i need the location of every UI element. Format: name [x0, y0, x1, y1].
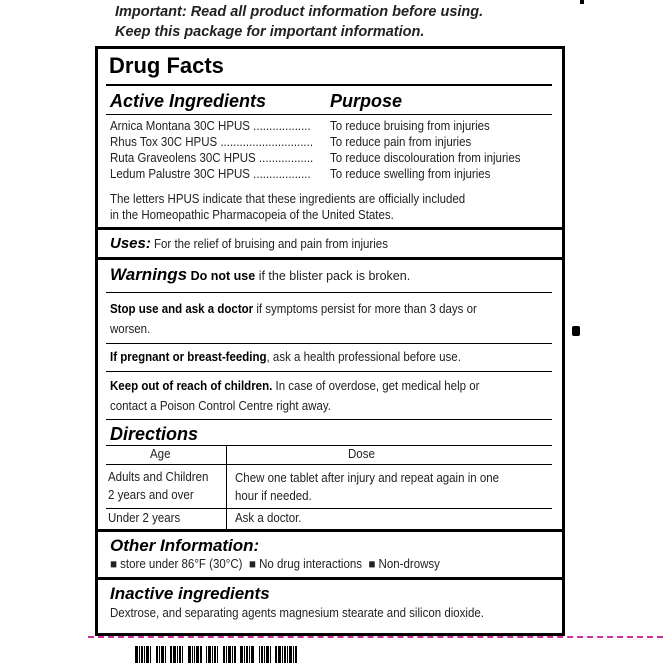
- pregnant-line: [110, 350, 461, 364]
- ingredient-1: Arnica Montana 30C HPUS ..................: [110, 119, 311, 133]
- children-text-2: contact a Poison Control Centre right away.: [110, 399, 331, 413]
- directions-age-2: Under 2 years: [108, 511, 181, 525]
- active-rule: [106, 114, 552, 115]
- stop-use-line: [110, 302, 477, 316]
- warnings-rule-4: [106, 419, 552, 420]
- purpose-2: To reduce pain from injuries: [330, 135, 472, 149]
- bullet-icon: ■: [248, 557, 256, 571]
- directions-age-1a: Adults and Children: [108, 470, 209, 484]
- uses-heading: Uses:: [110, 235, 151, 252]
- section-bar-warnings: [98, 257, 562, 260]
- other-item-3: Non-drowsy: [378, 557, 440, 571]
- stop-use-text: if symptoms persist for more than 3 days or: [256, 302, 477, 316]
- drug-facts-title: Drug Facts: [109, 53, 224, 78]
- other-info-heading: Other Information:: [110, 536, 260, 555]
- warnings-line: [110, 265, 410, 285]
- directions-col-dose: Dose: [348, 447, 375, 461]
- top-note-line-1: Important: Read all product information before using.: [115, 4, 484, 20]
- section-bar-uses: [98, 227, 562, 230]
- directions-col-divider: [226, 445, 227, 529]
- directions-heading: Directions: [110, 424, 199, 444]
- section-bar-other: [98, 529, 562, 532]
- directions-table-top: [106, 445, 552, 446]
- directions-dose-2: Ask a doctor.: [235, 511, 302, 525]
- purpose-heading: Purpose: [330, 91, 403, 111]
- edge-tab-mark: [572, 326, 580, 336]
- barcode: [135, 646, 298, 663]
- top-note: [115, 3, 635, 42]
- bullet-icon: ■: [368, 557, 376, 571]
- stop-use-bold: Stop use and ask a doctor: [110, 302, 254, 316]
- other-item-2: No drug interactions: [259, 557, 362, 571]
- inactive-heading: Inactive ingredients: [110, 584, 270, 603]
- title-rule: [106, 84, 552, 86]
- other-item-1: store under 86°F (30°C): [120, 557, 243, 571]
- do-not-use-text: if the blister pack is broken.: [258, 269, 411, 283]
- uses-text: For the relief of bruising and pain from injuries: [154, 237, 389, 251]
- warnings-rule-1: [106, 292, 552, 293]
- purpose-3: To reduce discolouration from injuries: [330, 151, 521, 165]
- purpose-1: To reduce bruising from injuries: [330, 119, 490, 133]
- directions-row-rule: [106, 508, 552, 509]
- active-ingredients-heading: Active Ingredients: [110, 91, 267, 111]
- warnings-heading: Warnings: [110, 265, 188, 284]
- perforation-line: [88, 636, 663, 638]
- do-not-use-bold: Do not use: [190, 269, 256, 283]
- ingredient-3: Ruta Graveolens 30C HPUS .................: [110, 151, 314, 165]
- drug-facts-panel: [95, 46, 565, 636]
- ingredient-4: Ledum Palustre 30C HPUS ..................: [110, 167, 311, 181]
- children-text: In case of overdose, get medical help or: [275, 379, 480, 393]
- uses-line: [110, 235, 409, 252]
- other-info-items: [110, 557, 440, 571]
- children-bold: Keep out of reach of children.: [110, 379, 273, 393]
- top-note-line-2: Keep this package for important information.: [115, 23, 425, 40]
- inactive-text: Dextrose, and separating agents magnesium stearate and silicon dioxide.: [110, 606, 484, 620]
- purpose-4: To reduce swelling from injuries: [330, 167, 491, 181]
- stop-use-text-2: worsen.: [110, 322, 151, 336]
- children-line: [110, 379, 479, 393]
- ingredient-2: Rhus Tox 30C HPUS .............................: [110, 135, 314, 149]
- directions-col-age: Age: [150, 447, 171, 461]
- directions-dose-1a: Chew one tablet after injury and repeat again in one: [235, 471, 500, 485]
- directions-age-1b: 2 years and over: [108, 488, 194, 502]
- section-bar-inactive: [98, 577, 562, 580]
- warnings-rule-2: [106, 343, 552, 344]
- pregnant-text: , ask a health professional before use.: [266, 350, 461, 364]
- corner-mark: [580, 0, 584, 4]
- directions-dose-1b: hour if needed.: [235, 489, 312, 503]
- hpus-note-line-2: in the Homeopathic Pharmacopeia of the United States.: [110, 208, 394, 222]
- directions-header-rule: [106, 464, 552, 465]
- warnings-rule-3: [106, 371, 552, 372]
- hpus-note-line-1: The letters HPUS indicate that these ingredients are officially included: [110, 192, 466, 206]
- bullet-icon: ■: [110, 557, 117, 571]
- pregnant-bold: If pregnant or breast-feeding: [110, 350, 267, 364]
